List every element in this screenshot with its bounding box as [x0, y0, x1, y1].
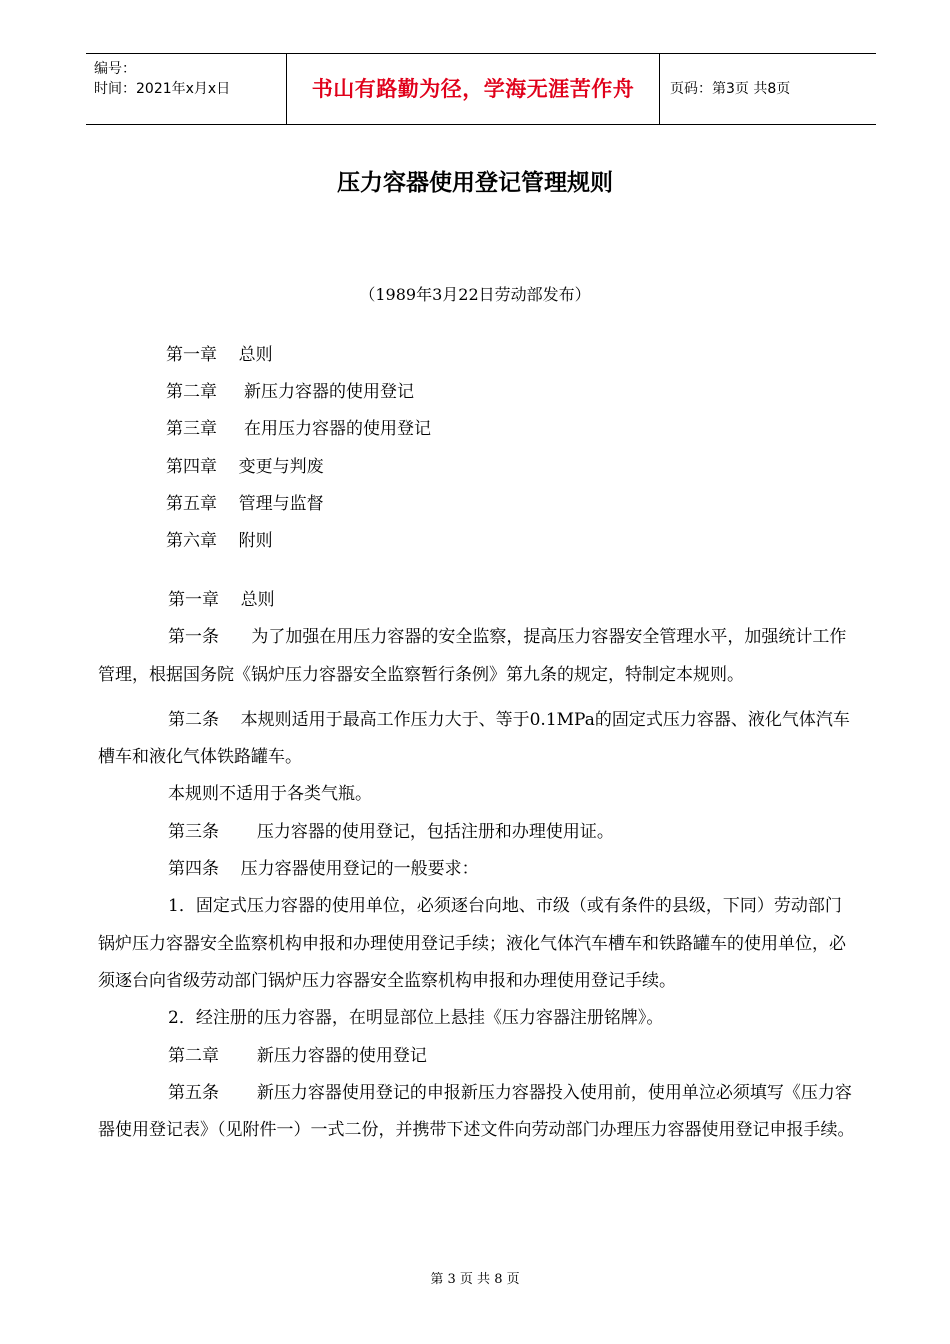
article-1: 第一条 为了加强在用压力容器的安全监察，提高压力容器安全管理水平，加强统计工作管理，根据国务院《锅炉压力容器安全监察暂行条例》第九条的规定，特制定本规则。: [98, 627, 847, 685]
table-of-contents: [166, 340, 431, 563]
article-4-item-1: 1．固定式压力容器的使用单位，必须逐台向地、市级（或有条件的县级，下同）劳动部门锅炉压力容器安全监察机构申报和办理使用登记手续；液化气体汽车槽车和铁路罐车的使用单位，必须逐台向省级劳动部门锅炉压力容器安全监察机构申报和办理使用登记手续。: [98, 896, 846, 991]
document-number-label: 编号：: [94, 61, 136, 77]
article-4: 第四条 压力容器使用登记的一般要求：: [168, 859, 479, 880]
toc-item-chapter-3: 第三章 在用压力容器的使用登记: [166, 419, 432, 440]
document-title: 压力容器使用登记管理规则: [337, 170, 613, 196]
page-header: [86, 53, 876, 125]
article-5: 第五条 新压力容器使用登记的申报新压力容器投入使用前，使用单泣必须填写《压力容器使用登记表》（见附件一）一式二份，并携带下述文件向劳动部门办理压力容器使用登记申报手续。: [98, 1082, 855, 1141]
page-footer: 第 3 页 共 8 页: [430, 1272, 520, 1287]
toc-item-chapter-1: 第一章 总则: [166, 345, 273, 365]
chapter-2-heading: 第二章 新压力容器的使用登记: [168, 1045, 427, 1066]
document-body: [98, 582, 858, 1149]
article-2-note: 本规则不适用于各类气瓶。: [168, 784, 372, 805]
document-subtitle: （1989年3月22日劳动部发布）: [359, 285, 591, 304]
document-time-label: 时间：2021年x月x日: [94, 81, 231, 97]
toc-item-chapter-5: 第五章 管理与监督: [166, 493, 324, 514]
toc-item-chapter-2: 第二章 新压力容器的使用登记: [166, 382, 415, 403]
chapter-1-heading: 第一章 总则: [168, 590, 275, 610]
article-4-item-2: 2．经注册的压力容器，在明显部位上悬挂《压力容器注册铭牌》。: [168, 1008, 664, 1029]
header-motto: 书山有路勤为径，学海无涯苦作舟: [287, 54, 660, 124]
toc-item-chapter-6: 第六章 附则: [166, 530, 273, 551]
page-info-text: 页码：第3页 共8页: [670, 81, 791, 97]
article-3: 第三条 压力容器的使用登记，包括注册和办理使用证。: [168, 821, 614, 842]
toc-item-chapter-4: 第四章 变更与判废: [166, 456, 324, 477]
header-meta: [86, 54, 287, 124]
header-page-info: [660, 54, 876, 124]
article-2: 第二条 本规则适用于最高工作压力大于、等于0.1MPa的固定式压力容器、液化气体汽车槽车和液化气体铁路罐车。: [98, 709, 850, 768]
